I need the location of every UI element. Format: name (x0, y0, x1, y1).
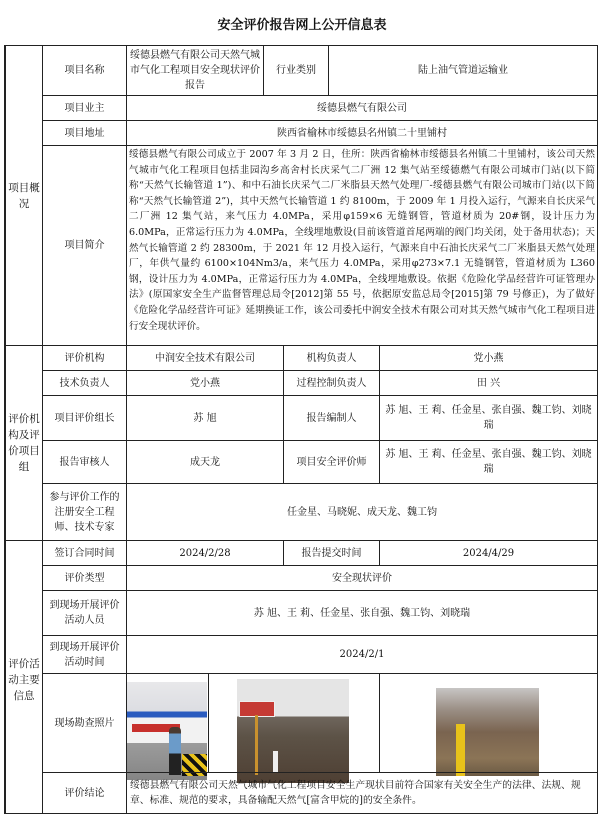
page-title: 安全评价报告网上公开信息表 (217, 18, 387, 33)
site-photo-station (127, 682, 207, 780)
submit-date: 2024/4/29 (379, 540, 598, 566)
process-head-label: 过程控制负责人 (283, 370, 380, 396)
experts-label: 参与评价工作的注册安全工程师、技术专家 (42, 483, 127, 541)
tech-head-value: 党小燕 (126, 370, 284, 396)
address-label: 项目地址 (42, 120, 127, 146)
author-label: 报告编制人 (283, 395, 380, 441)
onsite-time-label: 到现场开展评价活动时间 (42, 635, 127, 674)
onsite-people-label: 到现场开展评价活动人员 (42, 590, 127, 636)
org-head-label: 机构负责人 (283, 345, 380, 371)
leader-value: 苏 旭 (126, 395, 284, 441)
intro-label: 项目简介 (42, 145, 127, 346)
onsite-time-value: 2024/2/1 (126, 635, 598, 674)
type-value: 安全现状评价 (126, 565, 598, 591)
tech-head-label: 技术负责人 (42, 370, 127, 396)
process-head-value: 田 兴 (379, 370, 598, 396)
reviewer-label: 报告审核人 (42, 440, 127, 484)
industry-label: 行业类别 (263, 45, 329, 96)
site-photo-field (237, 679, 349, 783)
section-label-activity: 评价活动主要信息 (4, 540, 43, 814)
org-label: 评价机构 (42, 345, 127, 371)
owner-label: 项目业主 (42, 95, 127, 121)
section-label-team: 评价机构及评价项目组 (4, 345, 43, 541)
type-label: 评价类型 (42, 565, 127, 591)
owner-value: 绥德县燃气有限公司 (126, 95, 598, 121)
intro-value: 绥德县燃气有限公司成立于 2007 年 3 月 2 日，住所：陕西省榆林市绥德县名州镇二十里铺村，该公司天然气城市气化工程项目包括韭园沟乡高舍村长庆采气二厂洲 12 集气站至绥德燃气有限公司城市门站(以下简称“天然气长输管道 1”)、和中石油长庆采气二厂米脂县天然气处理厂-绥德县燃气有限公司城市门站(以下简称“天然气长输管道 2”)，其中天然气长输管道 1 约 8100m，于 2009 年 1 月投入运行，气源来自长庆采气二厂洲 12 集气站，来气压力 4.0MPa，采用φ159×6 无缝钢管，管道材质为 20#钢，设计压力为 6.0MPa，正常运行压力为 4.0MPa，全线埋地敷设(目前该管道首尾两端的阀门均关闭，处于备用状态)；天然气长输管道 2 约 28300m，于 2021 年 12 月投入运行，气源来自中石油长庆采气二厂米脂县天然气处理厂，年供气量约 6100×104Nm3/a，来气压力 4.0MPa，采用φ273×7.1 无缝钢管，管道材质为 L360 钢，设计压力为 4.0MPa，正常运行压力为 4.0MPa，全线埋地敷设。依据《危险化学品经营许可证管理办法》(原国家安全生产监督管理总局令[2012]第 55 号，依据原安监总局令[2015]第 79 号修正)，为了做好《危险化学品经营许可证》延期换证工作，该公司委托中润安全技术有限公司对其天然气城市气化工程项目进行安全现状评价。 (126, 145, 598, 346)
experts-value: 任金星、马晓妮、成天龙、魏工钧 (126, 483, 598, 541)
contract-label: 签订合同时间 (42, 540, 127, 566)
conclusion-label: 评价结论 (42, 772, 127, 814)
conclusion-value: 绥德县燃气有限公司天然气城市气化工程项目安全生产现状目前符合国家有关安全生产的法律、法规、规章、标准、规范的要求，具备输配天然气[富含甲烷的]的安全条件。 (126, 772, 598, 814)
contract-date: 2024/2/28 (126, 540, 284, 566)
org-value: 中润安全技术有限公司 (126, 345, 284, 371)
site-photo-hillside (436, 688, 539, 776)
org-head-value: 党小燕 (379, 345, 598, 371)
industry-value: 陆上油气管道运输业 (328, 45, 598, 96)
address-value: 陕西省榆林市绥德县名州镇二十里铺村 (126, 120, 598, 146)
project-name-value: 绥德县燃气有限公司天然气城市气化工程项目安全现状评价报告 (126, 45, 264, 96)
section-label-overview: 项目概况 (4, 45, 43, 346)
onsite-people-value: 苏 旭、王 莉、任金星、张自强、魏工钧、刘晓瑞 (126, 590, 598, 636)
author-value: 苏 旭、王 莉、任金星、张自强、魏工钧、刘晓瑞 (379, 395, 598, 441)
submit-label: 报告提交时间 (283, 540, 380, 566)
leader-label: 项目评价组长 (42, 395, 127, 441)
assessor-value: 苏 旭、王 莉、任金星、张自强、魏工钧、刘晓瑞 (379, 440, 598, 484)
photos-label: 现场勘查照片 (42, 673, 127, 773)
reviewer-value: 成天龙 (126, 440, 284, 484)
assessor-label: 项目安全评价师 (283, 440, 380, 484)
project-name-label: 项目名称 (42, 45, 127, 96)
